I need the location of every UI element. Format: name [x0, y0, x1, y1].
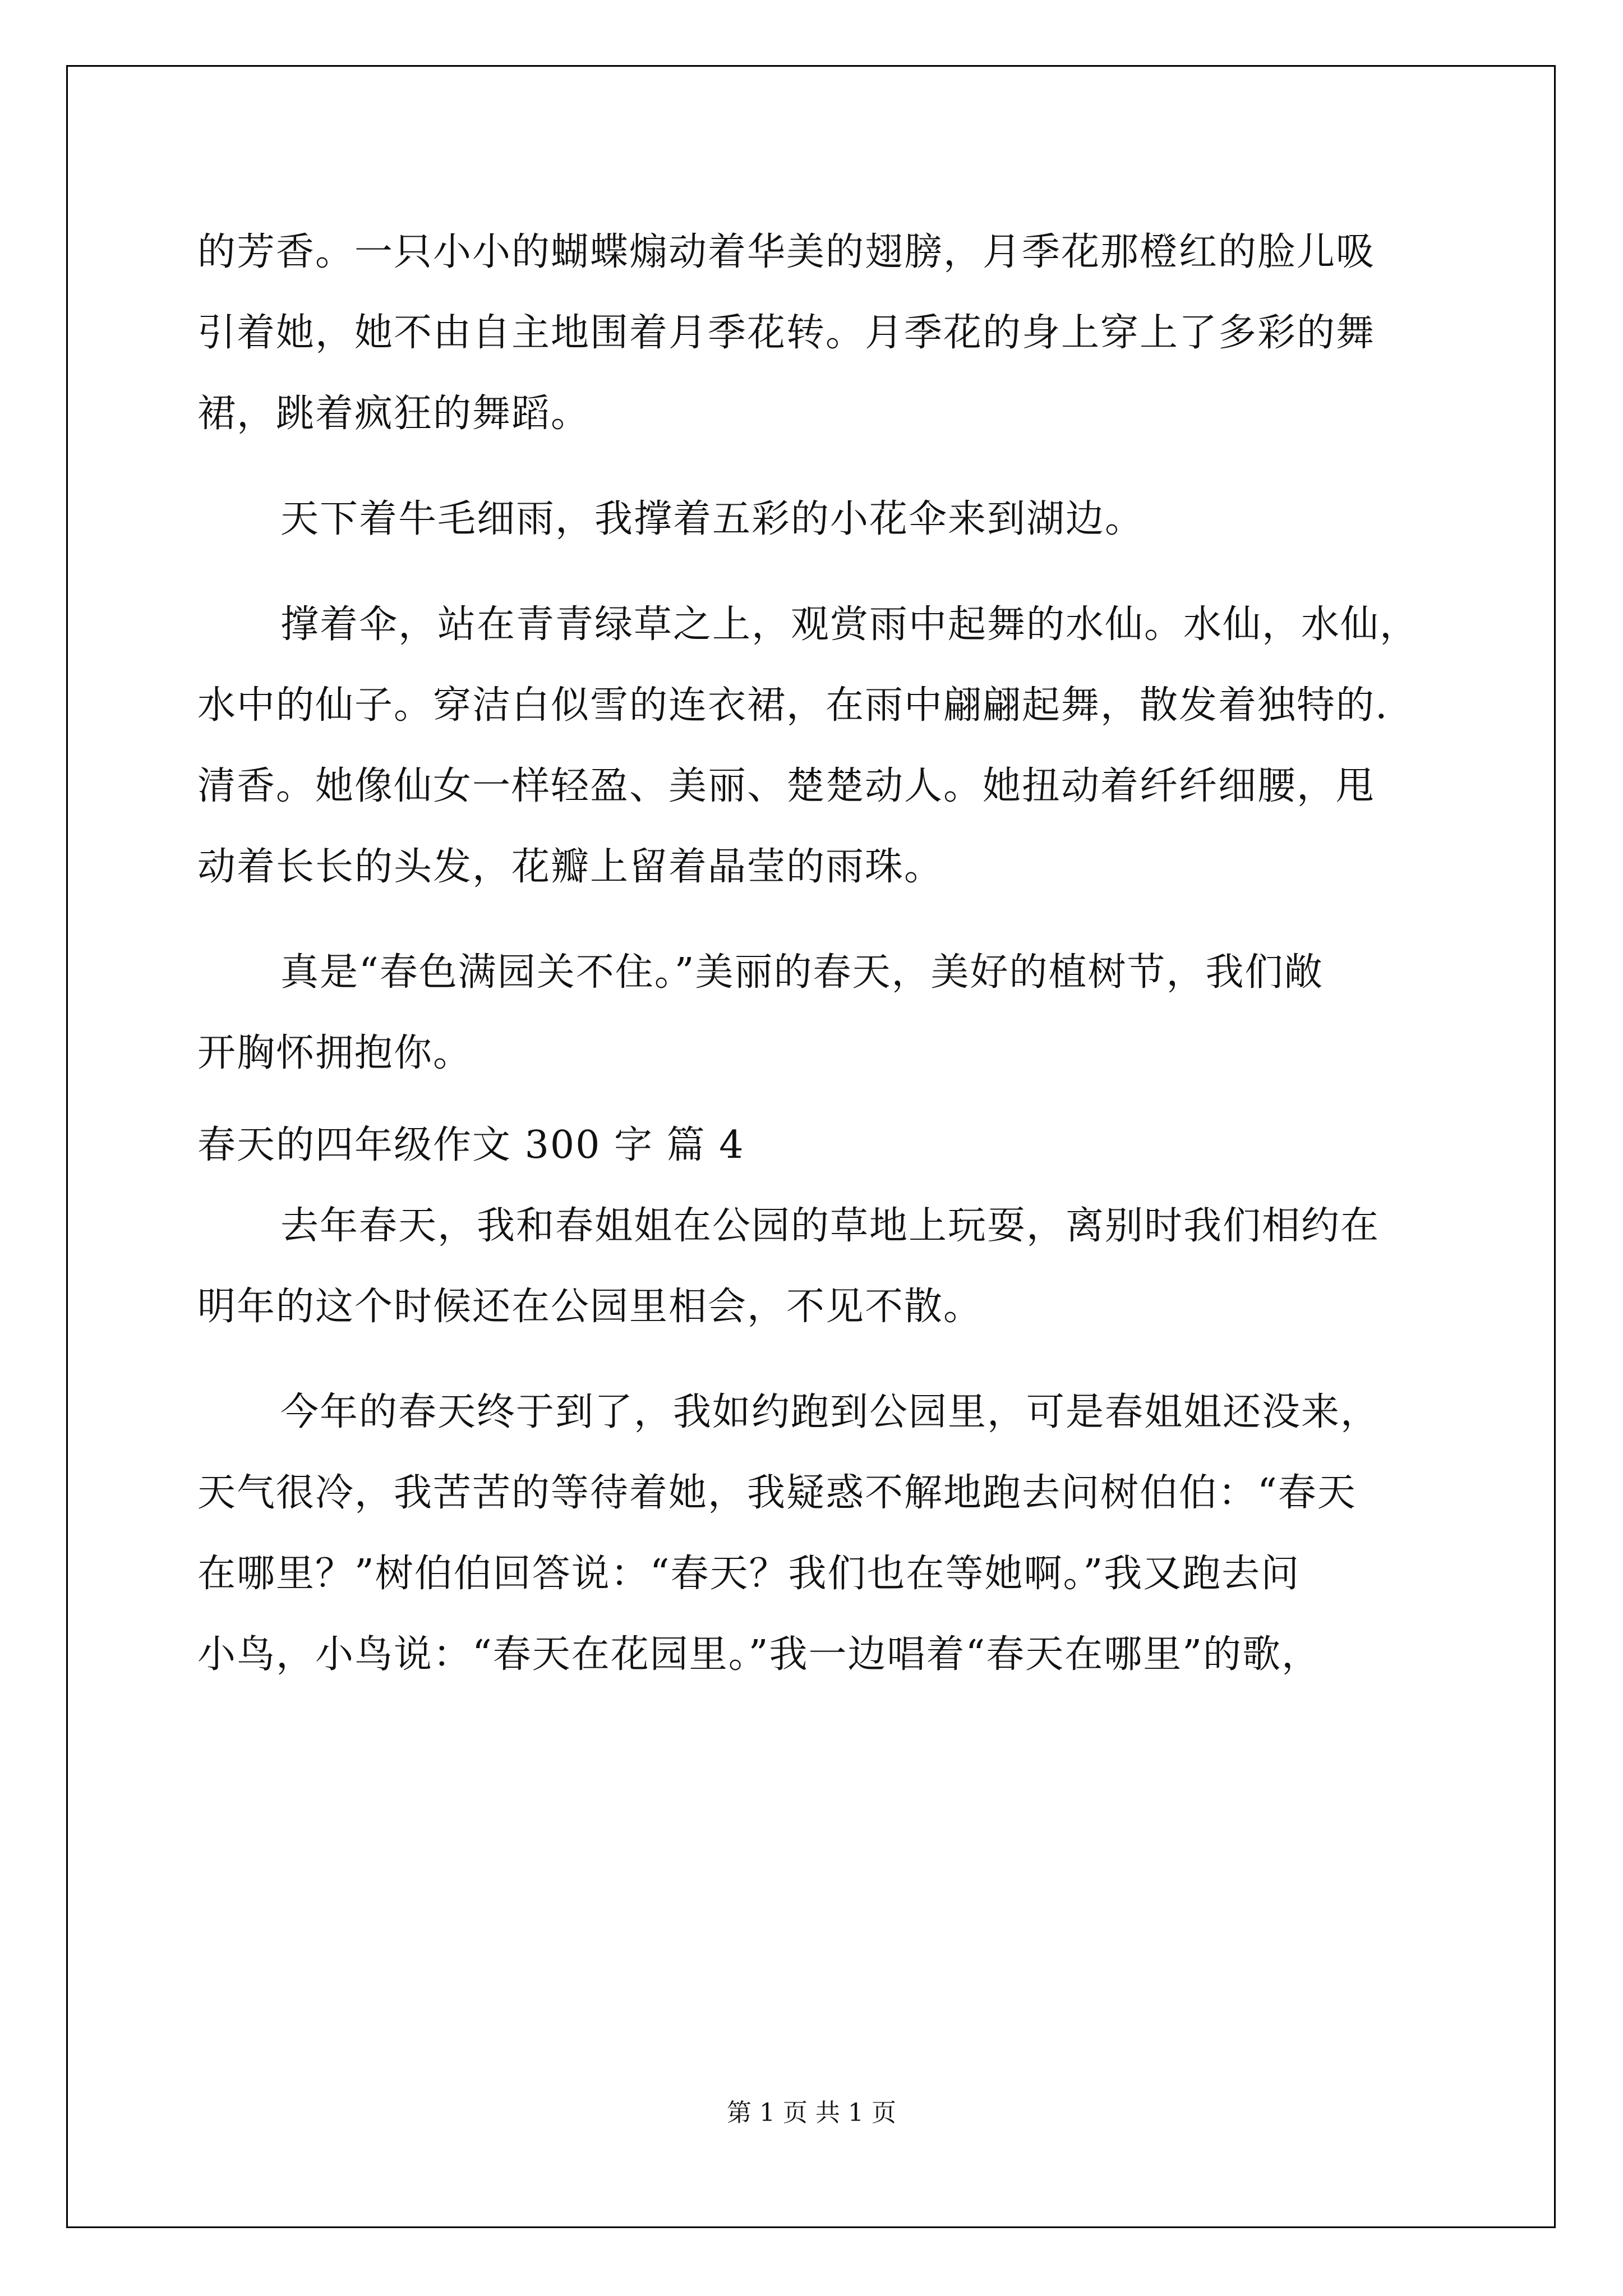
- text-line: 真是“春色满园关不住。”美丽的春天，美好的植树节，我们敞: [280, 950, 1324, 995]
- text-line: 在哪里？”树伯伯回答说：“春天？我们也在等她啊。”我又跑去问: [197, 1552, 1301, 1596]
- text-line: 裙，跳着疯狂的舞蹈。: [197, 392, 591, 436]
- text-line: 动着长长的头发，花瓣上留着晶莹的雨珠。: [197, 845, 944, 889]
- text-line: 水中的仙子。穿洁白似雪的连衣裙，在雨中翩翩起舞，散发着独特的.: [197, 683, 1389, 728]
- page-footer: 第 1 页 共 1 页: [727, 2099, 896, 2127]
- document-body: [197, 212, 1431, 1695]
- text-line: 的芳香。一只小小的蝴蝶煽动着华美的翅膀，月季花那橙红的脸儿吸: [197, 230, 1376, 274]
- paragraph: [197, 1186, 1431, 1347]
- text-line: 去年春天，我和春姐姐在公园的草地上玩耍，离别时我们相约在: [280, 1204, 1380, 1248]
- text-line: 清香。她像仙女一样轻盈、美丽、楚楚动人。她扭动着纤纤细腰，甩: [197, 764, 1376, 808]
- paragraph: [197, 212, 1431, 454]
- text-line: 天下着牛毛细雨，我撑着五彩的小花伞来到湖边。: [280, 497, 1145, 541]
- text-line: 撑着伞，站在青青绿草之上，观赏雨中起舞的水仙。水仙，水仙，: [280, 602, 1419, 647]
- paragraph: [197, 932, 1431, 1094]
- text-line: 引着她，她不由自主地围着月季花转。月季花的身上穿上了多彩的舞: [197, 311, 1376, 355]
- text-line: 明年的这个时候还在公园里相会，不见不散。: [197, 1285, 983, 1329]
- paragraph: [197, 479, 1431, 560]
- paragraph: [197, 585, 1431, 908]
- text-line: 今年的春天终于到了，我如约跑到公园里，可是春姐姐还没来，: [280, 1390, 1380, 1434]
- text-line: 小鸟，小鸟说：“春天在花园里。”我一边唱着“春天在哪里”的歌，: [197, 1632, 1321, 1677]
- text-line: 天气很冷，我苦苦的等待着她，我疑惑不解地跑去问树伯伯：“春天: [197, 1471, 1357, 1515]
- section-heading: 春天的四年级作文 300 字 篇 4: [197, 1123, 745, 1167]
- paragraph: [197, 1372, 1431, 1695]
- text-line: 开胸怀拥抱你。: [197, 1031, 473, 1075]
